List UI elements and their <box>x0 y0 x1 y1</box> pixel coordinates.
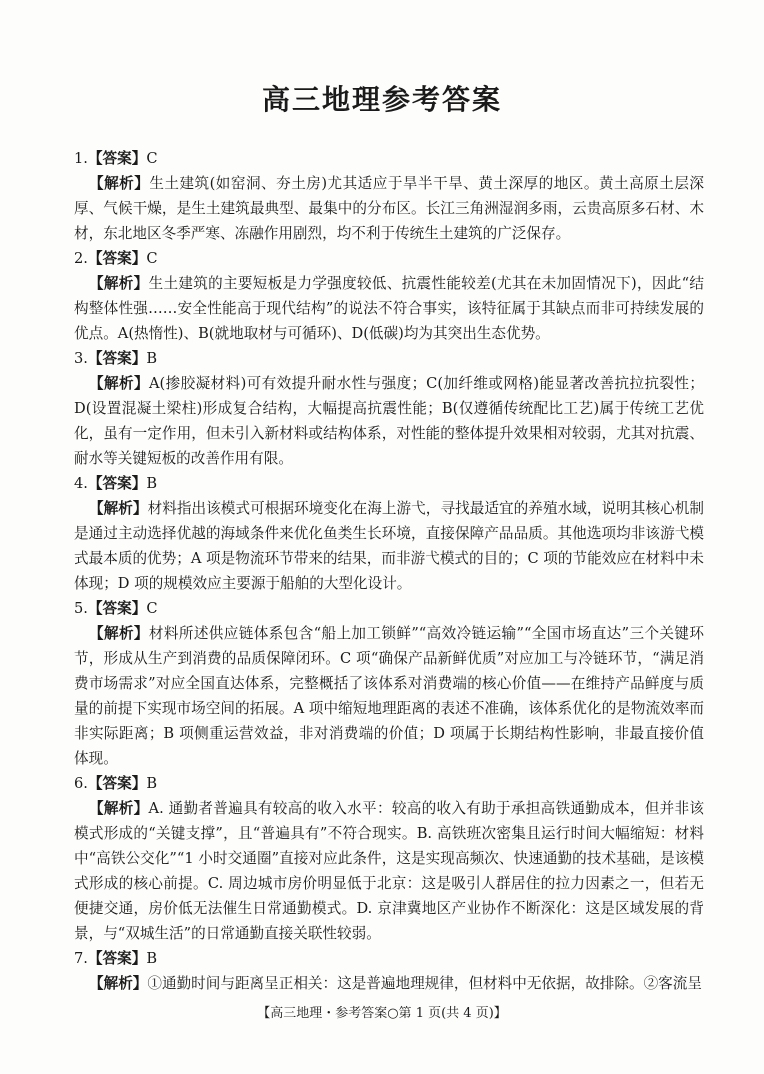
answer-tag: 【答案】 <box>87 150 147 167</box>
answer-choice: C <box>146 150 158 167</box>
question-number: 3. <box>74 350 88 367</box>
answer-choice: B <box>146 950 158 967</box>
answer-line <box>74 146 704 171</box>
analysis-text: 材料所述供应链体系包含“船上加工锁鲜”“高效冷链运输”“全国市场直达”三个关键环节，形成从生产到消费的品质保障闭环。C 项“确保产品新鲜优质”对应加工与冷链环节，“满足消费市场需求”对应全国直达体系，完整概括了该体系对消费端的核心价值——在维持产品鲜度与质量的前提下实现市场空间的拓展。A 项中缩短地理距离的表述不准确，该体系优化的是物流效率而非实际距离；B 项侧重运营效益，非对消费端的价值；D 项属于长期结构性影响，非最直接价值体现。 <box>74 625 704 767</box>
analysis-paragraph <box>74 796 704 946</box>
analysis-paragraph <box>74 621 704 771</box>
answer-tag: 【答案】 <box>87 250 147 267</box>
analysis-tag: 【解析】 <box>89 625 149 642</box>
answer-choice: B <box>146 475 158 492</box>
answer-line <box>74 346 704 371</box>
analysis-paragraph <box>74 171 704 246</box>
answer-choice: B <box>146 350 158 367</box>
question-number: 2. <box>74 250 88 267</box>
analysis-text: ①通勤时间与距离呈正相关：这是普遍地理规律，但材料中无依据，故排除。②客流呈 <box>147 975 702 992</box>
question-number: 5. <box>74 600 88 617</box>
answer-choice: C <box>146 600 158 617</box>
analysis-tag: 【解析】 <box>89 500 148 517</box>
answer-tag: 【答案】 <box>87 775 147 792</box>
analysis-text: 生土建筑(如窑洞、夯土房)尤其适应于旱半干旱、黄土深厚的地区。黄土高原土层深厚、气候干燥，是生土建筑最典型、最集中的分布区。长江三角洲湿润多雨，云贵高原多石材、木材，东北地区冬季严寒、冻融作用剧烈，均不利于传统生土建筑的广泛保存。 <box>74 175 704 242</box>
analysis-text: A(掺胶凝材料)可有效提升耐水性与强度；C(加纤维或网格)能显著改善抗拉抗裂性；D(设置混凝土梁柱)形成复合结构，大幅提高抗震性能；B(仅遵循传统配比工艺)属于传统工艺优化，虽有一定作用，但未引入新材料或结构体系，对性能的整体提升效果相对较弱，尤其对抗震、耐水等关键短板的改善作用有限。 <box>74 375 704 467</box>
analysis-tag: 【解析】 <box>89 800 149 817</box>
answer-tag: 【答案】 <box>87 950 147 967</box>
answer-item <box>74 146 704 246</box>
answer-item <box>74 946 704 996</box>
analysis-tag: 【解析】 <box>89 275 149 292</box>
answer-tag: 【答案】 <box>87 600 147 617</box>
analysis-paragraph <box>74 371 704 471</box>
analysis-text: 材料指出该模式可根据环境变化在海上游弋，寻找最适宜的养殖水域，说明其核心机制是通过主动选择优越的海域条件来优化鱼类生长环境，直接保障产品品质。其他选项均非该游弋模式最本质的优势；A 项是物流环节带来的结果，而非游弋模式的目的；C 项的节能效应在材料中未体现；D 项的规模效应主要源于船舶的大型化设计。 <box>74 500 704 592</box>
question-number: 1. <box>74 150 88 167</box>
analysis-paragraph <box>74 971 704 996</box>
answer-item <box>74 771 704 946</box>
analysis-text: A. 通勤者普遍具有较高的收入水平：较高的收入有助于承担高铁通勤成本，但并非该模式形成的“关键支撑”，且“普遍具有”不符合现实。B. 高铁班次密集且运行时间大幅缩短：材料中“高铁公交化”“1 小时交通圈”直接对应此条件，这是实现高频次、快速通勤的技术基础，是该模式形成的核心前提。C. 周边城市房价明显低于北京：这是吸引人群居住的拉力因素之一，但若无便捷交通，房价低无法催生日常通勤模式。D. 京津冀地区产业协作不断深化：这是区域发展的背景，与“双城生活”的日常通勤直接关联性较弱。 <box>74 800 704 942</box>
answer-line <box>74 471 704 496</box>
answer-line <box>74 596 704 621</box>
answer-line <box>74 771 704 796</box>
answer-choice: C <box>146 250 158 267</box>
answer-list <box>74 146 704 996</box>
answer-tag: 【答案】 <box>87 475 147 492</box>
answer-line <box>74 946 704 971</box>
analysis-paragraph <box>74 271 704 346</box>
answer-line <box>74 246 704 271</box>
page-footer: 【高三地理・参考答案○第 1 页(共 4 页)】 <box>257 1006 507 1021</box>
answer-item <box>74 596 704 771</box>
analysis-paragraph <box>74 496 704 596</box>
analysis-tag: 【解析】 <box>89 375 149 392</box>
answer-item <box>74 471 704 596</box>
question-number: 4. <box>74 475 88 492</box>
analysis-tag: 【解析】 <box>89 175 150 192</box>
analysis-tag: 【解析】 <box>89 975 148 992</box>
page-title: 高三地理参考答案 <box>261 83 502 116</box>
analysis-text: 生土建筑的主要短板是力学强度较低、抗震性能较差(尤其在未加固情况下)，因此“结构整体性强……安全性能高于现代结构”的说法不符合事实，该特征属于其缺点而非可持续发展的优点。A(热惰性)、B(就地取材与可循环)、D(低碳)均为其突出生态优势。 <box>74 275 704 342</box>
question-number: 6. <box>74 775 88 792</box>
answer-item <box>74 246 704 346</box>
answer-tag: 【答案】 <box>87 350 147 367</box>
answer-choice: B <box>146 775 158 792</box>
question-number: 7. <box>74 950 88 967</box>
answer-item <box>74 346 704 471</box>
